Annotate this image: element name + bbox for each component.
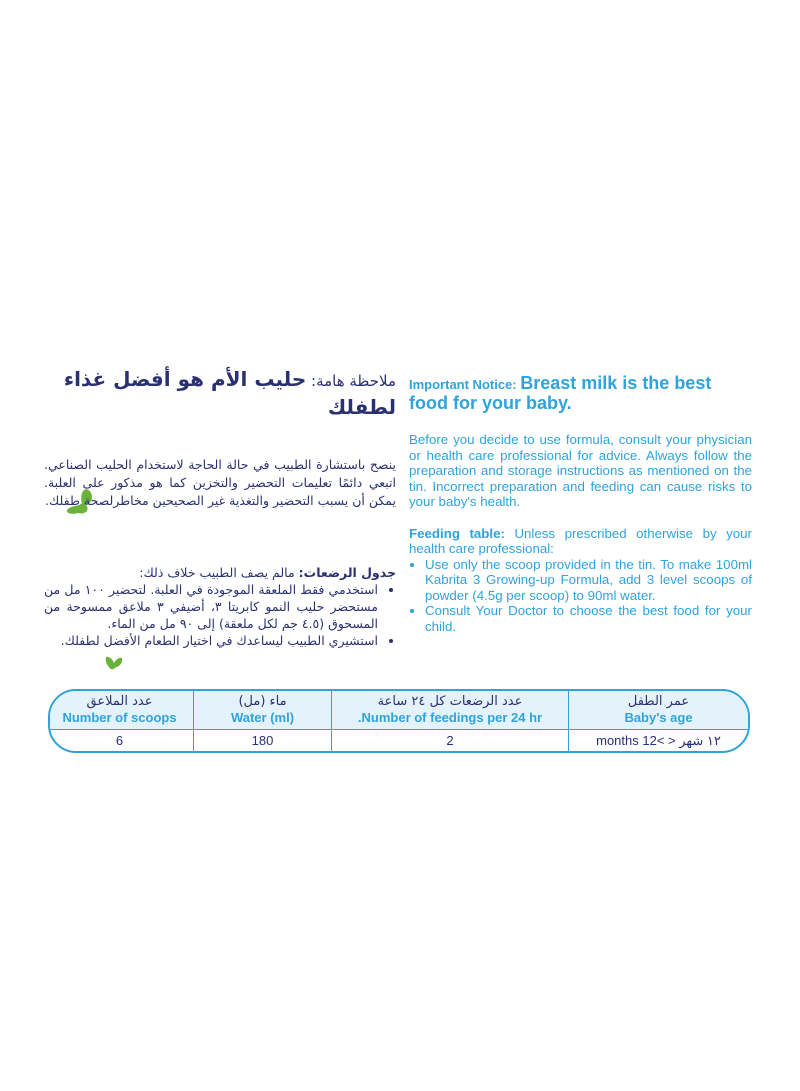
arabic-column	[44, 366, 396, 671]
header-ar: عدد الملاعق	[86, 694, 153, 709]
header-en: Number of scoops	[62, 710, 177, 725]
column-water	[193, 691, 331, 751]
label-content	[44, 366, 752, 753]
header-ar: عدد الرضعات كل ٢٤ ساعة	[377, 694, 523, 709]
column-feedings	[331, 691, 568, 751]
butterfly-icon	[104, 655, 124, 671]
cell-age: ١٢ شهر < >12 months	[569, 729, 748, 751]
english-feeding-text: Unless prescribed otherwise by your health care professional:	[409, 525, 752, 556]
arabic-bullet: • استخدمي فقط الملعقة الموجودة في العلبة. لتحضير ١٠٠ مل من مستحضر حليب النمو كابريتا ٣، أضيفي ٣ ملاعق ممسوحة من المسحوق (٤.٥ جم لكل ملعقة) إلى ٩٠ مل من الماء.	[44, 581, 378, 632]
header-ar: عمر الطفل	[627, 694, 690, 709]
arabic-bullet: • استشيري الطبيب ليساعدك في اختيار الطعام الأفضل لطفلك.	[44, 632, 378, 649]
column-scoops	[48, 691, 193, 751]
arabic-feeding	[44, 564, 396, 649]
english-bullet: • Consult Your Doctor to choose the best food for your child.	[425, 603, 752, 634]
cell-water: 180	[194, 729, 331, 751]
english-column	[409, 366, 752, 634]
cell-feedings: 2	[332, 729, 568, 751]
english-feeding-label: Feeding table:	[409, 525, 505, 541]
columns	[44, 366, 752, 671]
arabic-feeding-text: مالم يصف الطبيب خلاف ذلك:	[139, 565, 295, 580]
cell-scoops: 6	[48, 729, 193, 751]
arabic-feeding-label: جدول الرضعات:	[298, 565, 396, 580]
header-ar: ماء (مل)	[238, 694, 287, 709]
english-notice	[409, 374, 752, 414]
english-notice-label: Important Notice:	[409, 377, 517, 392]
butterfly-small-wrap	[44, 649, 396, 671]
header-en: Baby's age	[624, 710, 693, 725]
arabic-notice-label: ملاحظة هامة:	[311, 372, 396, 390]
column-babys-age	[568, 691, 748, 751]
header-en: Number of feedings per 24 hr.	[357, 710, 543, 725]
header-en: Water (ml)	[230, 710, 295, 725]
arabic-notice	[44, 366, 396, 422]
english-notice-text: Breast milk is the best food for your baby.	[409, 373, 712, 413]
arabic-notice-text: حليب الأم هو أفضل غذاء لطفلك	[63, 367, 396, 419]
english-feeding	[409, 526, 752, 635]
english-bullet: • Use only the scoop provided in the tin. To make 100ml Kabrita 3 Growing-up Formula, add 3 level scoops of powder (4.5g per scoop) to 90ml water.	[425, 557, 752, 604]
english-intro: Before you decide to use formula, consult your physician or health care professional for advice. Always follow the preparation and storage instructions as mentioned on the tin. Incorrect preparation and feeding can cause risks to your baby's health.	[409, 432, 752, 509]
feeding-table	[48, 689, 750, 753]
arabic-intro: ينصح باستشارة الطبيب في حالة الحاجة لاستخدام الحليب الصناعي. اتبعي دائمًا تعليمات التحضير والتخزين كما هو مذكور على العلبة. يمكن أن يسبب التحضير والتغذية غير الصحيحين مخاطرلصحة طفلك.	[44, 457, 396, 508]
